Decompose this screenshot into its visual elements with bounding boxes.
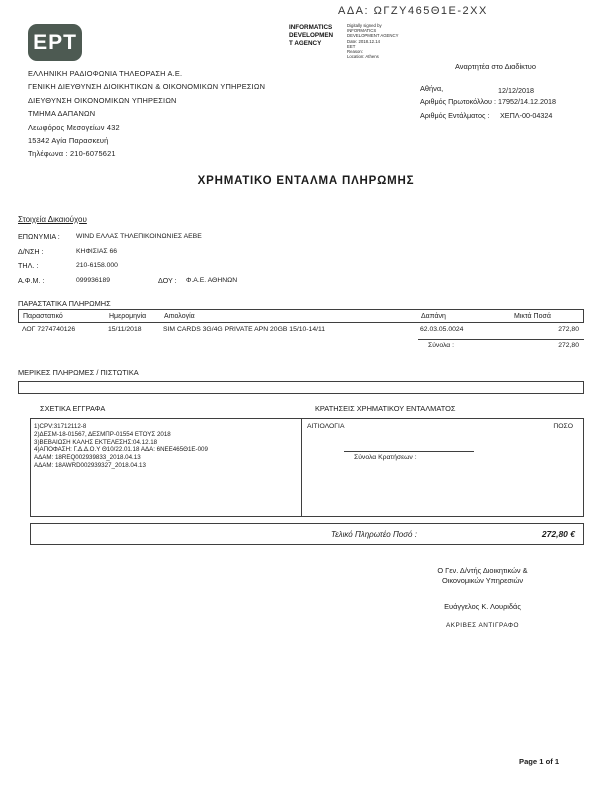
- invoice-reason-cell: SIM CARDS 3G/4G PRIVATE APN 20GB 15/10-14/11: [163, 326, 326, 333]
- invoice-totals-rule: [418, 339, 584, 340]
- stamp-detail-line: Location: Athens: [347, 54, 379, 60]
- stamp-agency-line: T AGENCY: [289, 40, 322, 47]
- protocol-label: Αριθμός Πρωτοκόλλου :: [420, 97, 496, 106]
- stamp-detail-line: Date: 2018.12.14: [347, 38, 380, 44]
- partial-payments-box: [18, 381, 584, 394]
- beneficiary-address-value: ΚΗΦΙΣΙΑΣ 66: [76, 248, 118, 255]
- related-docs-lines: [34, 423, 298, 470]
- stamp-detail-line: EET: [347, 43, 356, 49]
- invoice-expense-cell: 62.03.05.0024: [420, 326, 464, 333]
- related-doc-line: 3)ΒΕΒΑΙΩΣΗ ΚΑΛΗΣ ΕΚΤΕΛΕΣΗΣ:04.12.18: [34, 438, 158, 446]
- stamp-detail-line: Reason:: [347, 49, 364, 55]
- partial-payments-heading: ΜΕΡΙΚΕΣ ΠΛΗΡΩΜΕΣ / ΠΙΣΤΩΤΙΚΑ: [18, 368, 139, 377]
- invoice-row: [18, 326, 584, 338]
- related-doc-line: 1)CPV:31712112-8: [34, 423, 87, 430]
- beneficiary-phone-label: ΤΗΛ. :: [18, 261, 39, 270]
- invoice-totals-label: Σύνολα :: [428, 342, 454, 349]
- related-doc-line: 2)ΔΕΣΜ-18-01567, ΔΕΣΜΠΡ-01554 ΕΤΟΥΣ 2018: [34, 430, 171, 438]
- signatory-name: Ευάγγελος Κ. Λουριδάς: [444, 602, 521, 611]
- stamp-detail-line: INFORMATICS: [347, 28, 377, 34]
- certified-copy-note: ΑΚΡΙΒΕΣ ΑΝΤΙΓΡΑΦΟ: [446, 622, 519, 629]
- col-document: Παραστατικό: [23, 313, 63, 320]
- stamp-detail-line: Digitally signed by: [347, 23, 382, 28]
- warrant-number-label: Αριθμός Εντάλματος :: [420, 111, 490, 120]
- invoice-doc-cell: ΛΟΓ 7274740126: [22, 326, 76, 333]
- sender-org-line: ΕΛΛΗΝΙΚΗ ΡΑΔΙΟΦΩΝΙΑ ΤΗΛΕΟΡΑΣΗ Α.Ε.: [28, 69, 183, 78]
- final-amount-label: Τελικό Πληρωτέο Ποσό :: [331, 530, 417, 539]
- warrant-number-value: ΧΕΠΛ-00-04324: [500, 111, 553, 120]
- sender-org-line: ΔΙΕΥΘΥΝΣΗ ΟΙΚΟΝΟΜΙΚΩΝ ΥΠΗΡΕΣΙΩΝ: [28, 95, 177, 105]
- deductions-amount-label: ΠΟΣΟ: [553, 423, 573, 430]
- protocol-value: 17952/14.12.2018: [498, 97, 556, 106]
- ert-logo-text: ΕΡΤ: [33, 30, 77, 54]
- signatory-title-line: Ο Γεν. Δ/ντής Διοικητικών &: [437, 566, 528, 575]
- beneficiary-doy-value: Φ.Α.Ε. ΑΘΗΝΩΝ: [186, 277, 238, 284]
- sender-org-line: ΓΕΝΙΚΗ ΔΙΕΥΘΥΝΣΗ ΔΙΟΙΚΗΤΙΚΩΝ & ΟΙΚΟΝΟΜΙΚΩΝ ΥΠΗΡΕΣΙΩΝ: [28, 82, 266, 92]
- beneficiary-name-label: ΕΠΩΝΥΜΙΑ :: [18, 232, 60, 241]
- col-gross: Μικτά Ποσά: [514, 313, 551, 320]
- invoice-totals-value: 272,80: [558, 342, 579, 349]
- beneficiary-name-value: WIND ΕΛΛΑΣ ΤΗΛΕΠΙΚΟΙΝΩΝΙΕΣ ΑΕΒΕ: [76, 233, 202, 240]
- digital-stamp-details: [347, 23, 419, 59]
- col-date: Ημερομηνία: [109, 313, 147, 320]
- signatory-title-line: Οικονομικών Υπηρεσιών: [441, 576, 524, 585]
- deductions-reason-label: ΑΙΤΙΟΛΟΓΙΑ: [307, 423, 345, 430]
- deductions-totals-label: Σύνολα Κρατήσεων :: [354, 454, 417, 461]
- beneficiary-phone-value: 210-6158.000: [76, 262, 118, 269]
- issue-date: 12/12/2018: [498, 86, 534, 95]
- beneficiary-vat-value: 099936189: [76, 277, 111, 284]
- deductions-box: [302, 418, 584, 517]
- invoice-gross-cell: 272,80: [558, 326, 579, 333]
- city-label: Αθήνα,: [420, 84, 444, 93]
- page-number: Page 1 of 1: [519, 757, 560, 766]
- beneficiary-vat-label: Α.Φ.Μ. :: [18, 276, 45, 285]
- beneficiary-address-label: Δ/ΝΣΗ :: [18, 247, 44, 256]
- deductions-heading: ΚΡΑΤΗΣΕΙΣ ΧΡΗΜΑΤΙΚΟΥ ΕΝΤΑΛΜΑΤΟΣ: [315, 404, 456, 413]
- sender-block: [28, 67, 265, 161]
- sender-org-line: ΤΜΗΜΑ ΔΑΠΑΝΩΝ: [28, 109, 96, 119]
- beneficiary-doy-label: ΔΟΥ :: [158, 276, 177, 285]
- stamp-agency-line: INFORMATICS: [289, 24, 333, 31]
- final-amount-box: [30, 523, 584, 545]
- col-expense: Δαπάνη: [421, 313, 446, 320]
- col-reason: Αιτιολογία: [164, 313, 195, 320]
- sender-org-line: Λεωφόρος Μεσογείων 432: [28, 122, 120, 132]
- related-docs-heading: ΣΧΕΤΙΚΑ ΕΓΓΡΑΦΑ: [40, 404, 106, 413]
- document-title: ΧΡΗΜΑΤΙΚΟ ΕΝΤΑΛΜΑ ΠΛΗΡΩΜΗΣ: [197, 175, 415, 187]
- final-amount-value: 272,80 €: [541, 529, 575, 539]
- stamp-agency-line: DEVELOPMEN: [289, 32, 334, 39]
- posting-note: Αναρτητέα στο Διαδίκτυο: [455, 62, 536, 71]
- ert-logo: [28, 24, 82, 61]
- invoice-date-cell: 15/11/2018: [108, 326, 142, 333]
- deductions-totals-rule: [344, 451, 474, 452]
- sender-org-line: Τηλέφωνα : 210-6075621: [28, 149, 116, 159]
- stamp-detail-line: DEVELOPMENT AGENCY: [347, 33, 399, 39]
- digital-stamp-agency: [289, 24, 349, 48]
- invoice-table-header: [18, 309, 584, 323]
- related-doc-line: 4)ΑΠΟΦΑΣΗ: Γ.Δ.Δ.Ο.Υ Θ10/22.01.18 ΑΔΑ: 6ΝΕΕ465Θ1Ε-009: [34, 446, 208, 454]
- sender-org-line: 15342 Αγία Παρασκευή: [28, 136, 109, 146]
- invoices-heading: ΠΑΡΑΣΤΑΤΙΚΑ ΠΛΗΡΩΜΗΣ: [18, 299, 111, 308]
- related-doc-line: ΑΔΑΜ: 18AWRD002939327_2018.04.13: [34, 461, 146, 469]
- ada-code: ΑΔΑ: ΩΓΖΥ465Θ1Ε-2ΧΧ: [338, 5, 488, 17]
- related-doc-line: ΑΔΑΜ: 18REQ002939833_2018.04.13: [34, 454, 141, 462]
- beneficiary-heading: Στοιχεία Δικαιούχου: [18, 215, 87, 224]
